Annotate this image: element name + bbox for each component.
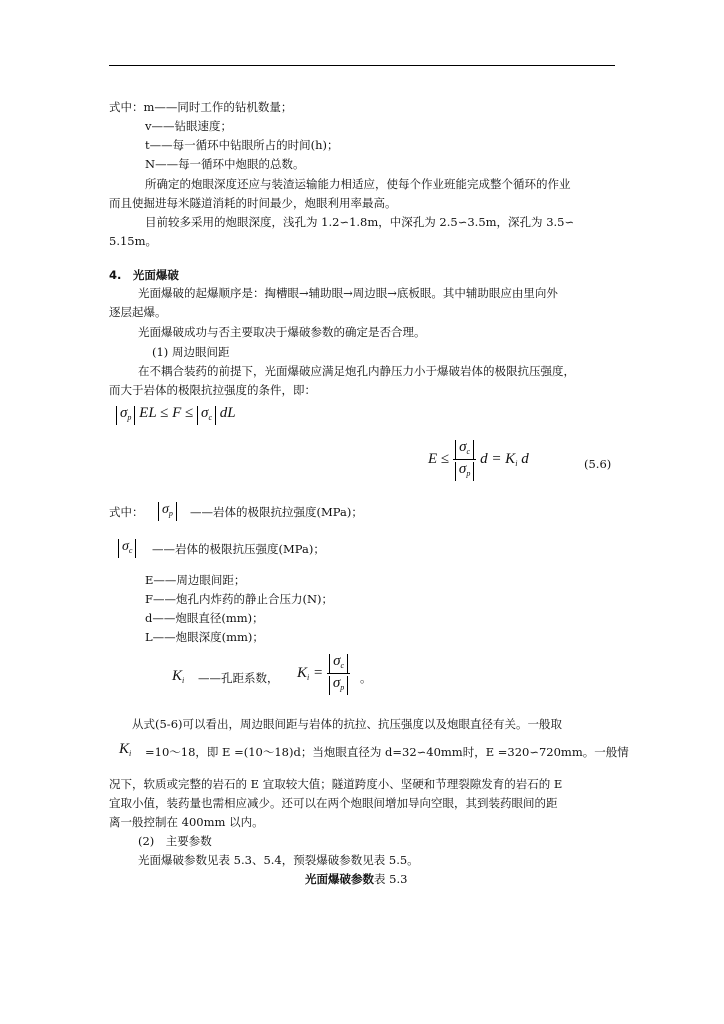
d-desc: d——炮眼直径(mm)； <box>145 611 264 625</box>
where-label: 式中： <box>109 505 144 519</box>
sigma-p-symbol: $\sigma_p$ <box>158 500 177 521</box>
para-current-2: 5.15m。 <box>109 234 158 248</box>
para-condition-1: 在不耦合装药的前提下，光面爆破应满足炮孔内静压力小于爆破岩体的极限抗压强度， <box>138 364 575 378</box>
item-spacing: (1) 周边眼间距 <box>152 345 230 359</box>
Ki-end: 。 <box>360 671 372 685</box>
table-title-bold: 光面爆破参数 <box>305 872 374 886</box>
section-heading: 4. 光面爆破 <box>109 268 179 282</box>
table-title-rest: 表 5.3 <box>374 872 408 886</box>
para-current-1: 目前较多采用的炮眼深度，浅孔为 1.2∽1.8m，中深孔为 2.5∽3.5m，深孔为 3.5∽ <box>145 215 575 229</box>
Ki-desc: ——孔距系数， <box>198 671 279 685</box>
where-v: v——钻眼速度； <box>145 119 232 133</box>
where-m: 式中：m——同时工作的钻机数量； <box>109 100 293 114</box>
sigma-c-symbol: $\sigma_c$ <box>118 537 136 558</box>
sigma-c-desc: ——岩体的极限抗压强度(MPa)； <box>152 542 325 556</box>
para-sequence-2: 逐层起爆。 <box>109 305 167 319</box>
where-t: t——每一循环中钻眼所占的时间(h)； <box>145 138 339 152</box>
item-main-params: (2) 主要参数 <box>138 834 212 848</box>
para-range: =10～18，即 E =(10～18)d；当炮眼直径为 d=32∽40mm时，E =320∽720mm。一般情 <box>145 745 629 759</box>
sigma-p-desc: ——岩体的极限抗拉强度(MPa)； <box>190 505 363 519</box>
table-title <box>305 870 407 889</box>
L-desc: L——炮眼深度(mm)； <box>145 630 264 644</box>
F-desc: F——炮孔内炸药的静止合压力(N)； <box>145 592 334 606</box>
equation-number: (5.6) <box>584 457 612 471</box>
Ki-inline-symbol: $K_i$ <box>119 741 132 758</box>
para-rock-2: 宜取小值，装药量也需相应减少。还可以在两个炮眼间增加导向空眼，其到装药眼间的距 <box>109 796 558 810</box>
para-params: 光面爆破参数见表 5.3、5.4，预裂爆破参数见表 5.5。 <box>138 853 419 867</box>
para-depth-2: 而且使掘进每米隧道消耗的时间最少，炮眼利用率最高。 <box>109 196 397 210</box>
para-conclusion: 从式(5-6)可以看出，周边眼间距与岩体的抗拉、抗压强度以及炮眼直径有关。一般取 <box>132 717 562 731</box>
Ki-formula: $K_i$ = $\frac{\sigma_c}{\sigma_p}$ <box>297 652 350 695</box>
para-condition-2: 而大于岩体的极限抗拉强度的条件，即： <box>109 383 316 397</box>
Ki-symbol: $K_i$ <box>172 668 185 685</box>
where-N: N——每一循环中炮眼的总数。 <box>145 157 305 171</box>
formula-inequality: $\sigma_p$ EL ≤ $F \le \sigma_c$ dL <box>116 404 236 425</box>
para-depth-1: 所确定的炮眼深度还应与装渣运输能力相适应，使每个作业班能完成整个循环的作业 <box>145 177 571 191</box>
para-success: 光面爆破成功与否主要取决于爆破参数的确定是否合理。 <box>138 325 426 339</box>
E-desc: E——周边眼间距； <box>145 573 246 587</box>
para-sequence-1: 光面爆破的起爆顺序是：掏槽眼→辅助眼→周边眼→底板眼。其中辅助眼应由里向外 <box>138 286 558 300</box>
para-rock-3: 离一般控制在 400mm 以内。 <box>109 815 264 829</box>
formula-5-6: E ≤ $\frac{\sigma_c}{\sigma_p}$ $d = K_i$ d <box>428 438 529 481</box>
header-rule <box>109 65 615 66</box>
para-rock-1: 况下，软质或完整的岩石的 E 宜取较大值；隧道跨度小、坚硬和节理裂隙发育的岩石的 E <box>109 777 563 791</box>
